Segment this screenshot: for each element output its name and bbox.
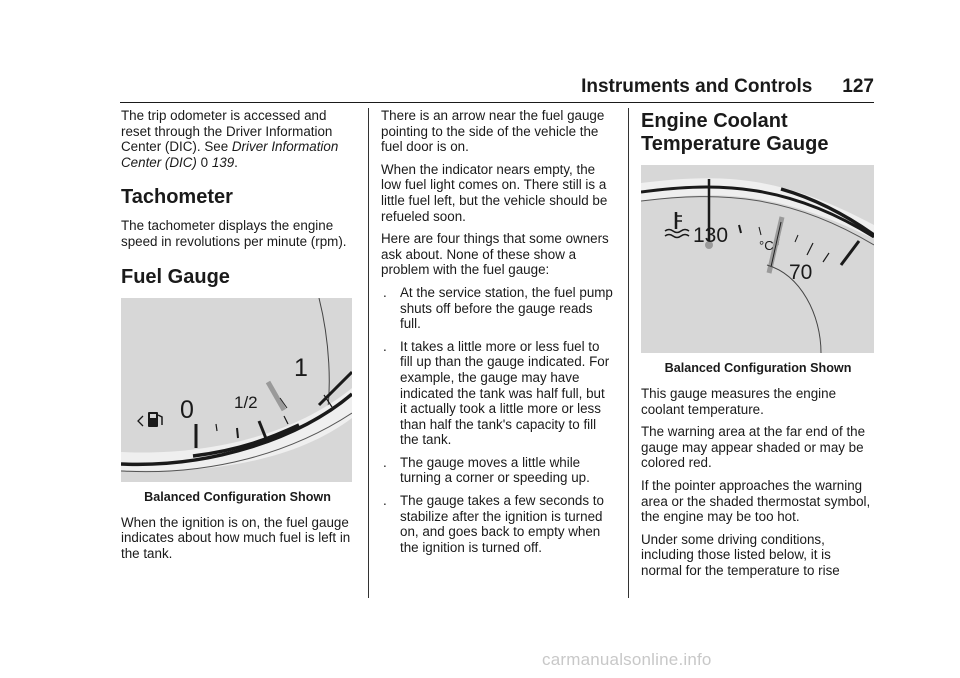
fuel-pump-icon [138, 412, 162, 427]
list-item-text: The gauge takes a few seconds to stabilize after the ignition is turned on, and goes back to empty when the ignition is turned off. [400, 493, 604, 555]
owner-questions-paragraph: Here are four things that some owners ask about. None of these show a problem with the fuel gauge: [381, 231, 609, 278]
heading-line: Engine Coolant [641, 110, 788, 132]
fuel-label-half: 1/2 [234, 392, 258, 412]
page-arrow-icon: 0 [200, 154, 209, 170]
bullet-mark: . [383, 454, 387, 470]
heading-line: Temperature Gauge [641, 133, 829, 155]
column-divider [368, 108, 369, 598]
coolant-heading [641, 110, 875, 156]
fuel-door-paragraph: There is an arrow near the fuel gauge pointing to the side of the vehicle the fuel door is on. [381, 108, 605, 155]
list-item-text: It takes a little more or less fuel to fill up than the gauge indicated. For example, the gauge may have indicated the tank was half full, but it actually took a little more or less than half the tank's capacity to fill the tank. [400, 338, 610, 448]
column-3 [641, 108, 875, 586]
bullet-mark: . [383, 338, 387, 354]
paragraph-text: . [234, 154, 238, 170]
column-2 [381, 108, 615, 562]
thermostat-icon [665, 212, 689, 238]
bullet-mark: . [383, 493, 387, 509]
tachometer-heading: Tachometer [121, 186, 233, 209]
page-header [120, 74, 874, 100]
coolant-label-low: 70 [789, 261, 813, 284]
trip-odometer-paragraph [121, 108, 354, 170]
coolant-unit-label: °C [759, 238, 774, 253]
dic-page-link[interactable]: 139 [211, 154, 235, 170]
coolant-figure-caption: Balanced Configuration Shown [664, 361, 852, 375]
column-divider [628, 108, 629, 598]
list-item-text: At the service station, the fuel pump shuts off before the gauge reads full. [400, 284, 613, 332]
page-number: 127 [842, 76, 874, 97]
coolant-paragraph-2: The warning area at the far end of the gauge may appear shaded or may be colored red. [641, 424, 866, 471]
dic-reference-link[interactable]: Driver Information Center (DIC) [121, 139, 339, 170]
low-fuel-paragraph: When the indicator nears empty, the low fuel light comes on. There still is a little fuel left, but the vehicle should be refueled soon. [381, 161, 608, 224]
coolant-paragraph-3: If the pointer approaches the warning area or the shaded thermostat symbol, the engine may be too hot. [641, 477, 871, 525]
fuel-figure-caption: Balanced Configuration Shown [144, 489, 331, 504]
paragraph-text: The trip odometer is accessed and reset through the Driver Information Center (DIC). See [121, 108, 333, 155]
list-item-text: The gauge moves a little while turning a corner or speeding up. [400, 454, 590, 486]
list-item [381, 455, 615, 486]
tachometer-paragraph: The tachometer displays the engine speed in revolutions per minute (rpm). [121, 218, 347, 249]
coolant-label-high: 130 [693, 224, 729, 247]
header-rule [120, 102, 874, 103]
coolant-paragraph-4: Under some driving conditions, including those listed below, it is normal for the temperature to rise [641, 531, 840, 578]
bullet-mark: . [383, 284, 387, 300]
fuel-label-empty: 0 [180, 395, 194, 424]
column-1 [121, 108, 354, 568]
list-item [381, 285, 615, 332]
fuel-gauge-figure [121, 298, 352, 482]
list-item [381, 493, 615, 555]
coolant-gauge-figure [641, 165, 874, 353]
coolant-paragraph-1: This gauge measures the engine coolant temperature. [641, 386, 837, 417]
section-title: Instruments and Controls [581, 76, 813, 97]
fuel-label-full: 1 [294, 353, 308, 382]
fuel-gauge-paragraph: When the ignition is on, the fuel gauge indicates about how much fuel is left in the tank. [121, 514, 351, 561]
list-item [381, 339, 615, 448]
watermark: carmanualsonline.info [542, 650, 712, 669]
fuel-gauge-heading: Fuel Gauge [121, 265, 230, 288]
